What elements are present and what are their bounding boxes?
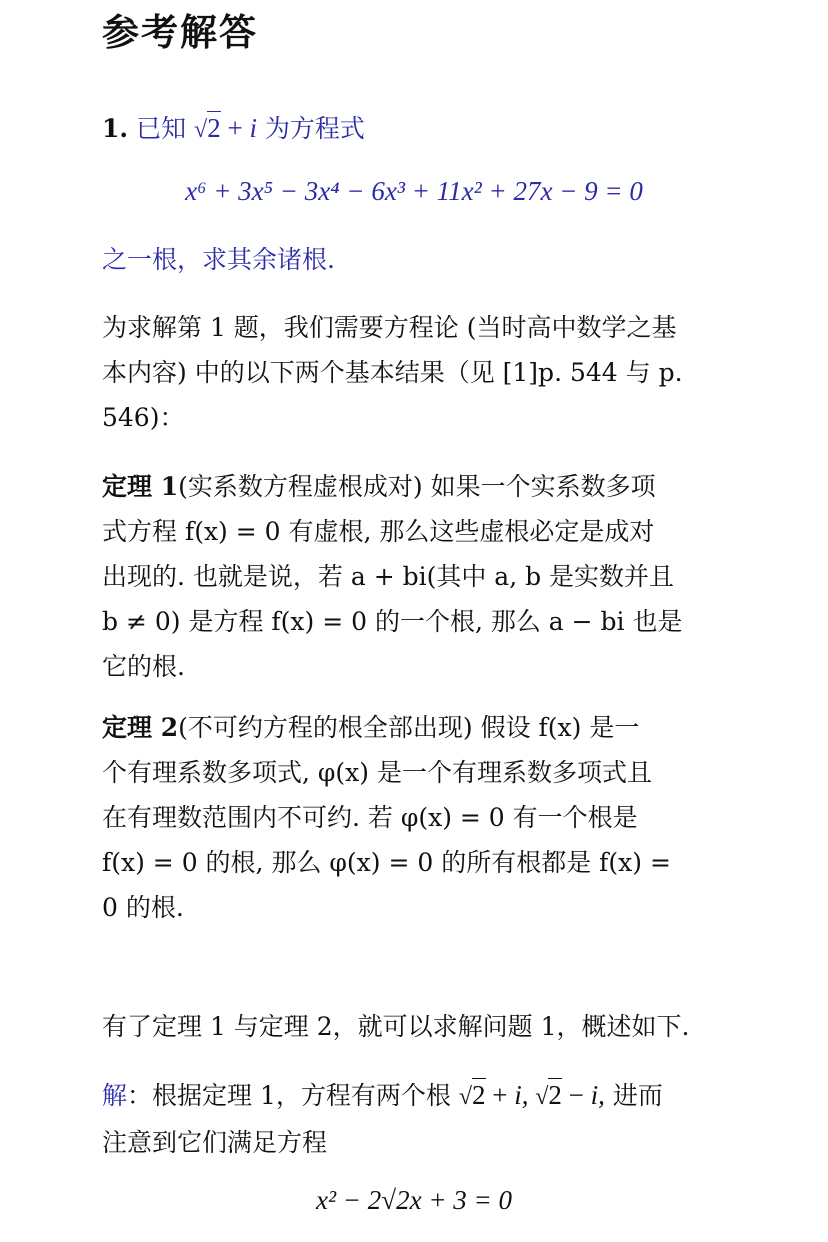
theorem-1-line: 它的根. — [102, 652, 185, 681]
theorem-1-line: 定理 1(实系数方程虚根成对) 如果一个实系数多项 — [102, 472, 656, 501]
theorem-2-label: 定理 2 — [102, 713, 179, 742]
theorem-1-name: (实系数方程虚根成对) — [178, 472, 423, 501]
problem-prefix: 已知 — [136, 114, 187, 143]
solution-paragraph — [102, 1073, 726, 1165]
theorem-1-label: 定理 1 — [102, 472, 179, 501]
theorem-1 — [102, 464, 726, 689]
problem-statement-line1 — [102, 106, 726, 153]
theorem-2-line: 0 的根. — [102, 893, 184, 922]
solution-equation: x² − 2√2x + 3 = 0 — [315, 1185, 513, 1215]
problem-suffix: 为方程式 — [264, 114, 365, 143]
problem-statement-line2: 之一根，求其余诸根. — [102, 245, 335, 274]
problem-equation: x⁶ + 3x⁵ − 3x⁴ − 6x³ + 11x² + 27x − 9 = 0 — [185, 176, 643, 206]
theorem-1-line: b ≠ 0) 是方程 f(x) = 0 的一个根, 那么 a − bi 也是 — [102, 607, 683, 636]
theorem-2-line: 个有理系数多项式, φ(x) 是一个有理系数多项式且 — [102, 758, 652, 787]
solution-label: 解 — [102, 1081, 128, 1110]
theorem-2-line: 在有理数范围内不可约. 若 φ(x) = 0 有一个根是 — [102, 803, 638, 832]
intro-line: 为求解第 1 题，我们需要方程论 (当时高中数学之基 — [102, 313, 677, 342]
intro-line: 546)： — [102, 403, 185, 432]
page-heading: 参考解答 — [102, 11, 258, 54]
theorem-2-line: 定理 2(不可约方程的根全部出现) 假设 f(x) 是一 — [102, 713, 640, 742]
theorem-2-name: (不可约方程的根全部出现) — [178, 713, 473, 742]
theorem-1-line: 式方程 f(x) = 0 有虚根, 那么这些虚根必定是成对 — [102, 517, 655, 546]
intro-line: 本内容) 中的以下两个基本结果（见 [1]p. 544 与 p. — [102, 358, 683, 387]
problem-root: √2 + i — [194, 113, 257, 143]
solution-roots: √2 + i, √2 − i, — [458, 1080, 605, 1110]
theorem-2 — [102, 705, 726, 930]
transition-sentence: 有了定理 1 与定理 2，就可以求解问题 1，概述如下. — [102, 1012, 690, 1041]
solution-line: 解：根据定理 1，方程有两个根 √2 + i, √2 − i, 进而 — [102, 1080, 663, 1110]
theorem-1-line: 出现的. 也就是说，若 a + bi(其中 a, b 是实数并且 — [102, 562, 675, 591]
theorem-2-line: f(x) = 0 的根, 那么 φ(x) = 0 的所有根都是 f(x) = — [102, 848, 671, 877]
solution-line: 注意到它们满足方程 — [102, 1128, 328, 1157]
problem-number: 1. — [102, 114, 129, 143]
intro-paragraph — [102, 305, 726, 440]
